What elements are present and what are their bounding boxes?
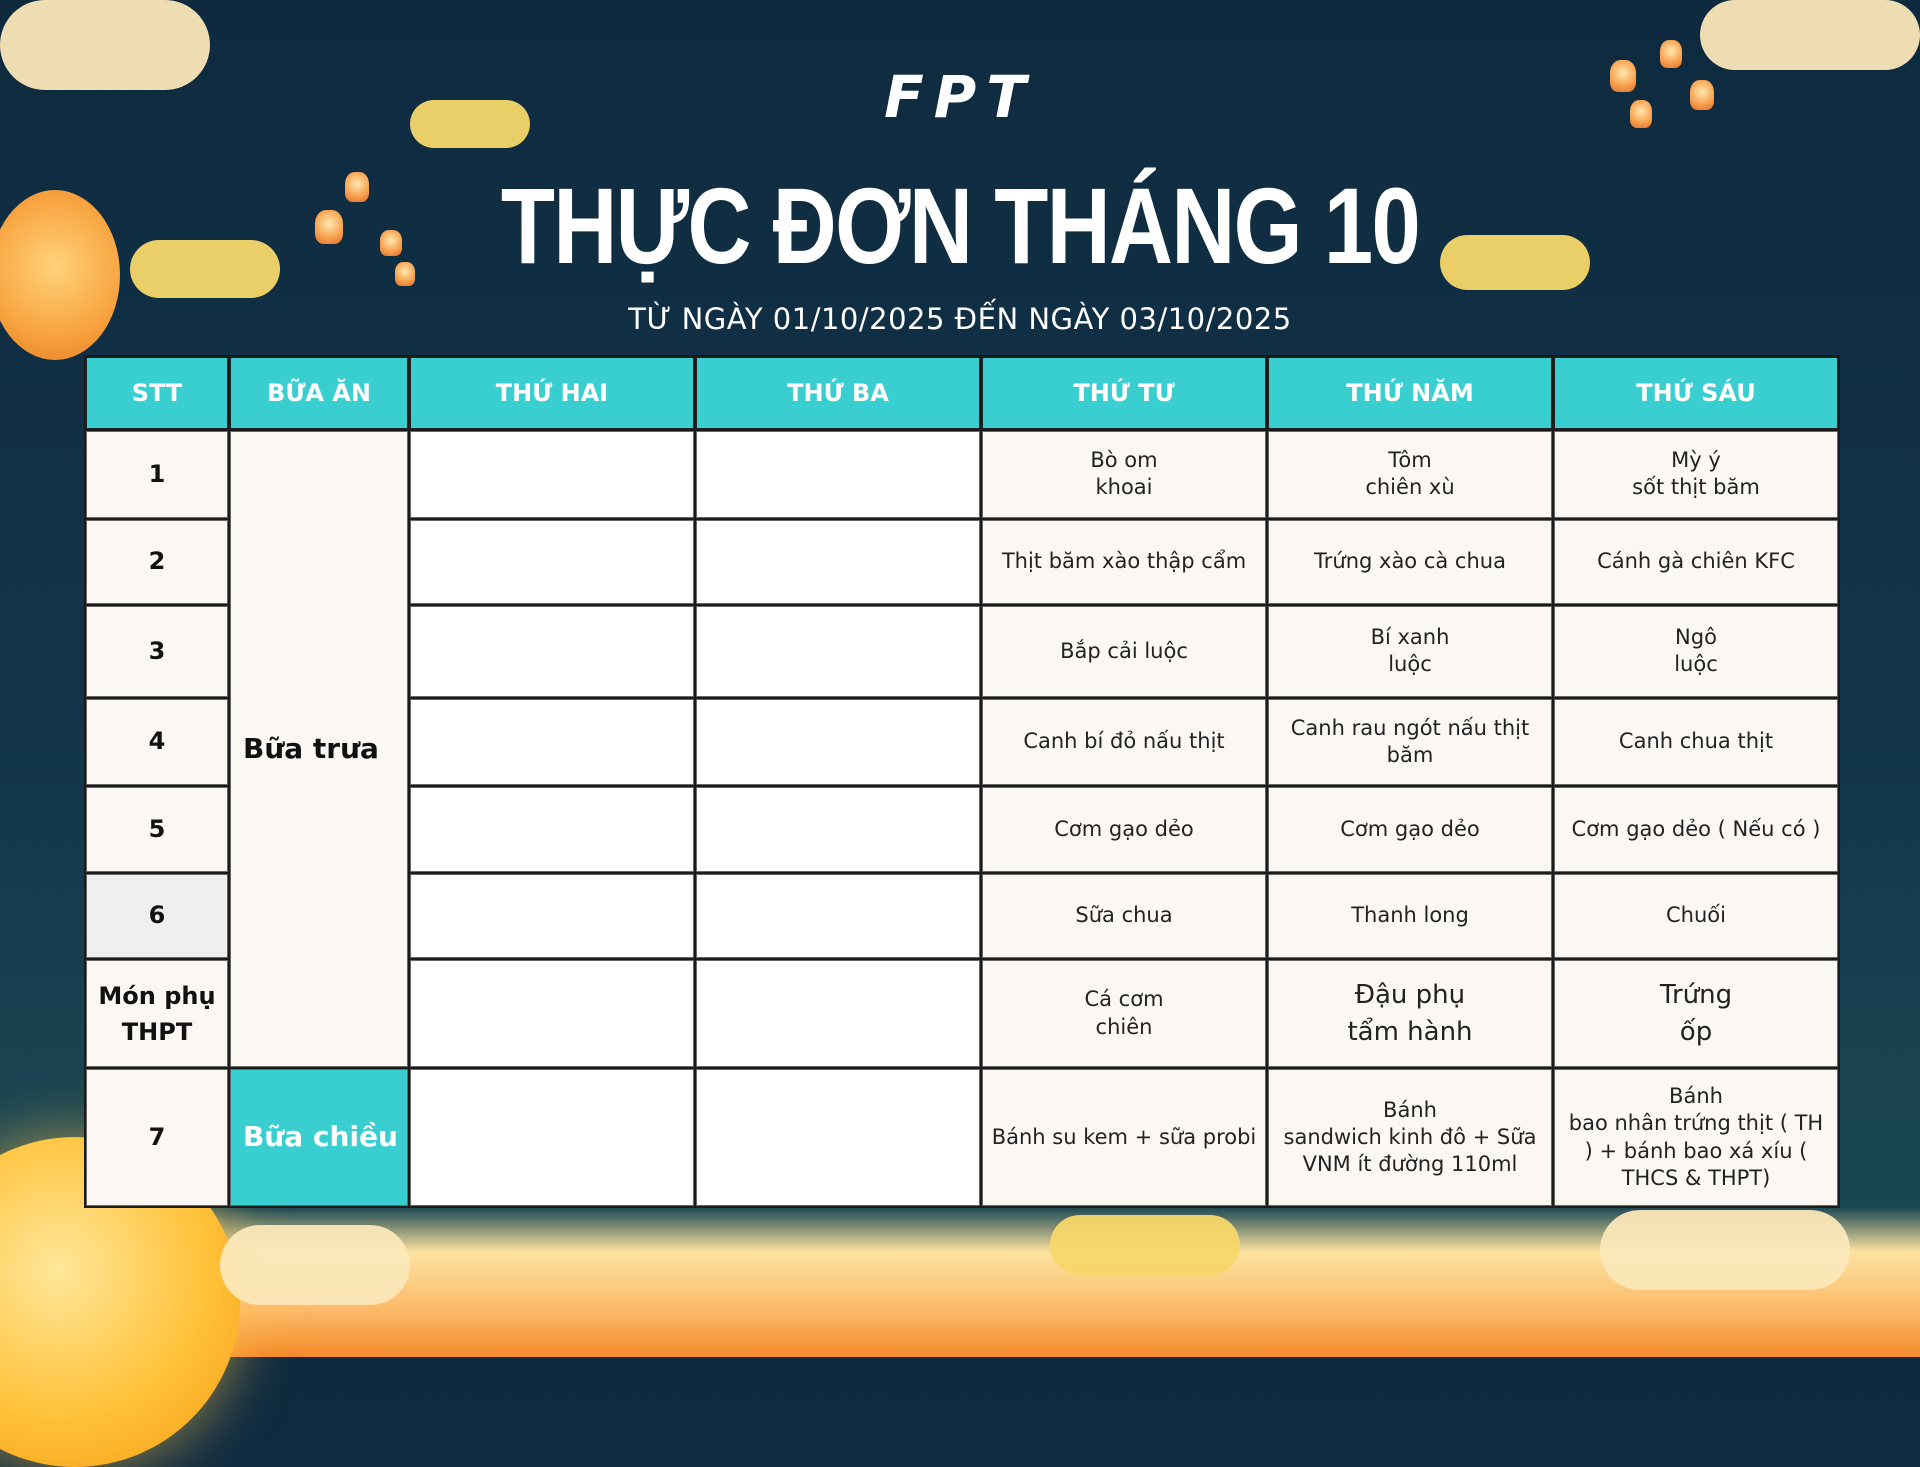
menu-cell-tuesday xyxy=(696,787,980,872)
meal-afternoon: Bữa chiều xyxy=(230,1069,408,1206)
menu-cell-friday: Trứng ốp xyxy=(1554,960,1838,1067)
menu-cell-tuesday xyxy=(696,1069,980,1206)
menu-cell-wednesday: Bò om khoai xyxy=(982,431,1266,518)
menu-cell-tuesday xyxy=(696,431,980,518)
row-number: 2 xyxy=(86,520,228,605)
menu-cell-tuesday xyxy=(696,874,980,959)
column-header-tuesday: THỨ BA xyxy=(696,357,980,429)
menu-cell-friday: Mỳ ý sốt thịt băm xyxy=(1554,431,1838,518)
menu-cell-wednesday: Bánh su kem + sữa probi xyxy=(982,1069,1266,1206)
logo-text: FPT xyxy=(884,63,1036,131)
sky-lantern-decoration xyxy=(1610,60,1636,92)
menu-cell-friday: Cơm gạo dẻo ( Nếu có ) xyxy=(1554,787,1838,872)
row-number: 4 xyxy=(86,699,228,786)
menu-cell-thursday: Bí xanh luộc xyxy=(1268,606,1552,697)
menu-cell-friday: Chuối xyxy=(1554,874,1838,959)
menu-cell-wednesday: Canh bí đỏ nấu thịt xyxy=(982,699,1266,786)
column-header-meal: BỮA ĂN xyxy=(230,357,408,429)
meal-lunch: Bữa trưa xyxy=(230,431,408,1067)
menu-cell-thursday: Bánh sandwich kinh đô + Sữa VNM ít đường 110ml xyxy=(1268,1069,1552,1206)
menu-cell-tuesday xyxy=(696,606,980,697)
column-header-thursday: THỨ NĂM xyxy=(1268,357,1552,429)
menu-cell-tuesday xyxy=(696,960,980,1067)
menu-cell-monday xyxy=(410,787,694,872)
fpt-logo xyxy=(874,62,1046,132)
row-number: 7 xyxy=(86,1069,228,1206)
row-number: 6 xyxy=(86,874,228,959)
menu-cell-tuesday xyxy=(696,520,980,605)
menu-cell-thursday: Cơm gạo dẻo xyxy=(1268,787,1552,872)
menu-cell-monday xyxy=(410,606,694,697)
menu-cell-monday xyxy=(410,960,694,1067)
menu-cell-wednesday: Sữa chua xyxy=(982,874,1266,959)
menu-cell-wednesday: Cá cơm chiên xyxy=(982,960,1266,1067)
column-header-friday: THỨ SÁU xyxy=(1554,357,1838,429)
row-number: 3 xyxy=(86,606,228,697)
menu-cell-monday xyxy=(410,874,694,959)
cloud-decoration xyxy=(1050,1215,1240,1275)
table-row xyxy=(86,431,1838,518)
column-header-stt: STT xyxy=(86,357,228,429)
sky-lantern-decoration xyxy=(1660,40,1682,68)
cloud-decoration xyxy=(1700,0,1920,70)
menu-cell-friday: Canh chua thịt xyxy=(1554,699,1838,786)
column-header-wednesday: THỨ TƯ xyxy=(982,357,1266,429)
page-title: THỰC ĐƠN THÁNG 10 xyxy=(500,165,1420,286)
table-header-row xyxy=(86,357,1838,429)
sky-lantern-decoration xyxy=(1690,80,1714,110)
menu-cell-monday xyxy=(410,1069,694,1206)
row-number: 1 xyxy=(86,431,228,518)
menu-cell-friday: Bánh bao nhân trứng thịt ( TH ) + bánh bao xá xíu ( THCS & THPT) xyxy=(1554,1069,1838,1206)
column-header-monday: THỨ HAI xyxy=(410,357,694,429)
menu-cell-tuesday xyxy=(696,699,980,786)
row-number: Món phụ THPT xyxy=(86,960,228,1067)
cloud-decoration xyxy=(410,100,530,148)
menu-cell-wednesday: Cơm gạo dẻo xyxy=(982,787,1266,872)
menu-cell-thursday: Canh rau ngót nấu thịt băm xyxy=(1268,699,1552,786)
menu-cell-monday xyxy=(410,520,694,605)
cloud-decoration xyxy=(1600,1210,1850,1290)
menu-cell-wednesday: Bắp cải luộc xyxy=(982,606,1266,697)
cloud-decoration xyxy=(0,0,210,90)
menu-table xyxy=(84,355,1840,1208)
row-number: 5 xyxy=(86,787,228,872)
menu-cell-friday: Cánh gà chiên KFC xyxy=(1554,520,1838,605)
menu-cell-friday: Ngô luộc xyxy=(1554,606,1838,697)
table-row xyxy=(86,1069,1838,1206)
menu-cell-monday xyxy=(410,431,694,518)
menu-cell-thursday: Đậu phụ tẩm hành xyxy=(1268,960,1552,1067)
date-range-subtitle: TỪ NGÀY 01/10/2025 ĐẾN NGÀY 03/10/2025 xyxy=(628,302,1292,336)
cloud-decoration xyxy=(220,1225,410,1305)
menu-cell-wednesday: Thịt băm xào thập cẩm xyxy=(982,520,1266,605)
sky-lantern-decoration xyxy=(1630,100,1652,128)
menu-cell-thursday: Trứng xào cà chua xyxy=(1268,520,1552,605)
menu-cell-thursday: Tôm chiên xù xyxy=(1268,431,1552,518)
menu-cell-monday xyxy=(410,699,694,786)
menu-cell-thursday: Thanh long xyxy=(1268,874,1552,959)
